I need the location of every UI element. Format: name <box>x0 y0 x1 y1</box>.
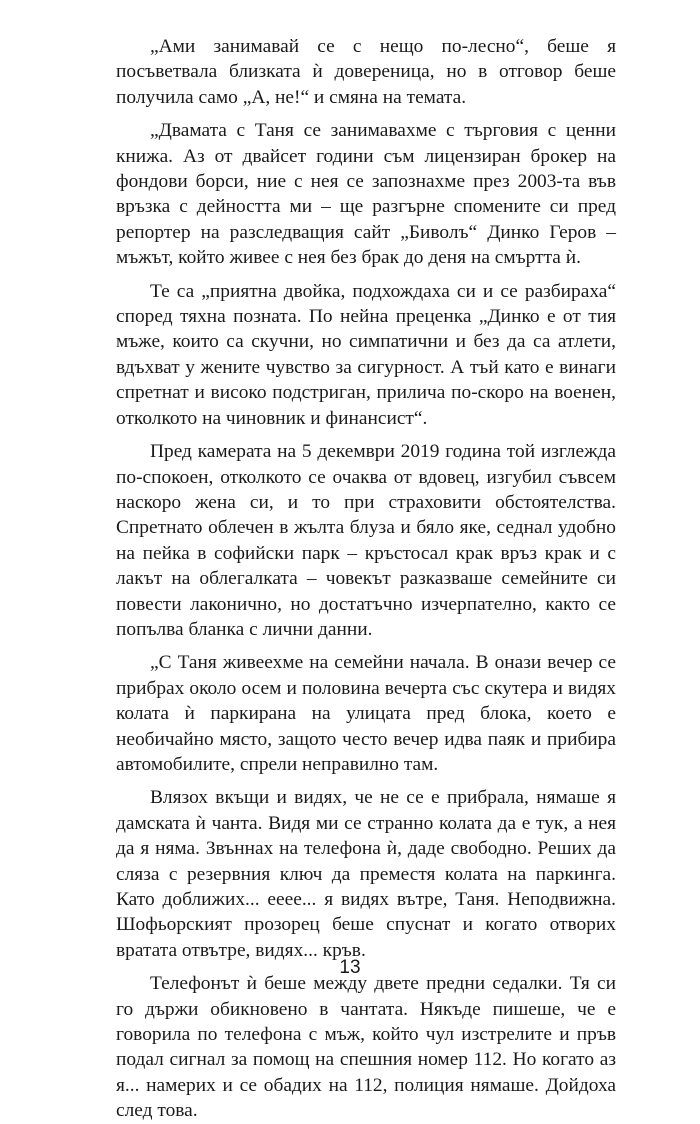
paragraph-3: Те са „приятна двойка, подхождаха си и се разбираха“ според тяхна позната. По нейна преценка „Динко е от тия мъже, които са скучни, но симпатични и без да са атлети, вдъхват у жените чувство за сигурност. А тъй като е винаги спретнат и високо подстриган, прилича по-скоро на военен, отколкото на чиновник и финансист“. <box>116 280 616 429</box>
paragraph-2: „Двамата с Таня се занимавахме с търговия с ценни книжа. Аз от двайсет години съм лицензиран брокер на фондови борси, ние с нея се запознахме през 2003-та във връзка с дейността ми – ще разгърне спомените си пред репортер на разследващия сайт „Биволъ“ Динко Геров – мъжът, който живее с нея без брак до деня на смъртта ѝ. <box>116 120 616 269</box>
paragraph-7: Телефонът ѝ беше между двете предни седалки. Тя си го държи обикновено в чантата. Някъде пишеше, че е говорила по телефона с мъж, който чул изстрелите и пръв подал сигнал за помощ на спешния номер 112. Но когато аз я... намерих и се обадих на 112, полиция нямаше. Дойдоха след това. <box>116 973 616 1122</box>
paragraph-1: „Ами занимавай се с нещо по-лесно“, беше я посъветвала близката ѝ довереница, но в отговор беше получила само „А, не!“ и смяна на темата. <box>116 36 616 108</box>
paragraph-6: Влязох вкъщи и видях, че не се е прибрала, нямаше я дамската ѝ чанта. Видя ми се странно колата да е тук, а нея да я няма. Звъннах на телефона ѝ, даде свободно. Реших да сляза с резервния ключ да преместя колата на паркинга. Като доближих... ееее... я видях вътре, Таня. Неподвижна. Шофьорският прозорец беше спуснат и когато отворих вратата отвътре, видях... кръв. <box>116 787 616 961</box>
paragraph-5: „С Таня живеехме на семейни начала. В онази вечер се прибрах около осем и половина вечерта със скутера и видях колата ѝ паркирана на улицата пред блока, което е необичайно място, защото често вечер идва паяк и прибира автомобилите, спрели неправилно там. <box>116 652 616 775</box>
page-number: 13 <box>339 957 361 978</box>
paragraph-4: Пред камерата на 5 декември 2019 година той изглежда по-спокоен, отколкото се очаква от вдовец, изгубил съвсем наскоро жена си, и то при страховити обстоятелства. Спретнато облечен в жълта блуза и бяло яке, седнал удобно на пейка в софийски парк – кръстосал крак връз крак и с лакът на облегалката – човекът разказваше семейните си повести лаконично, но достатъчно изчерпателно, както се попълва бланка с лични данни. <box>116 441 616 640</box>
